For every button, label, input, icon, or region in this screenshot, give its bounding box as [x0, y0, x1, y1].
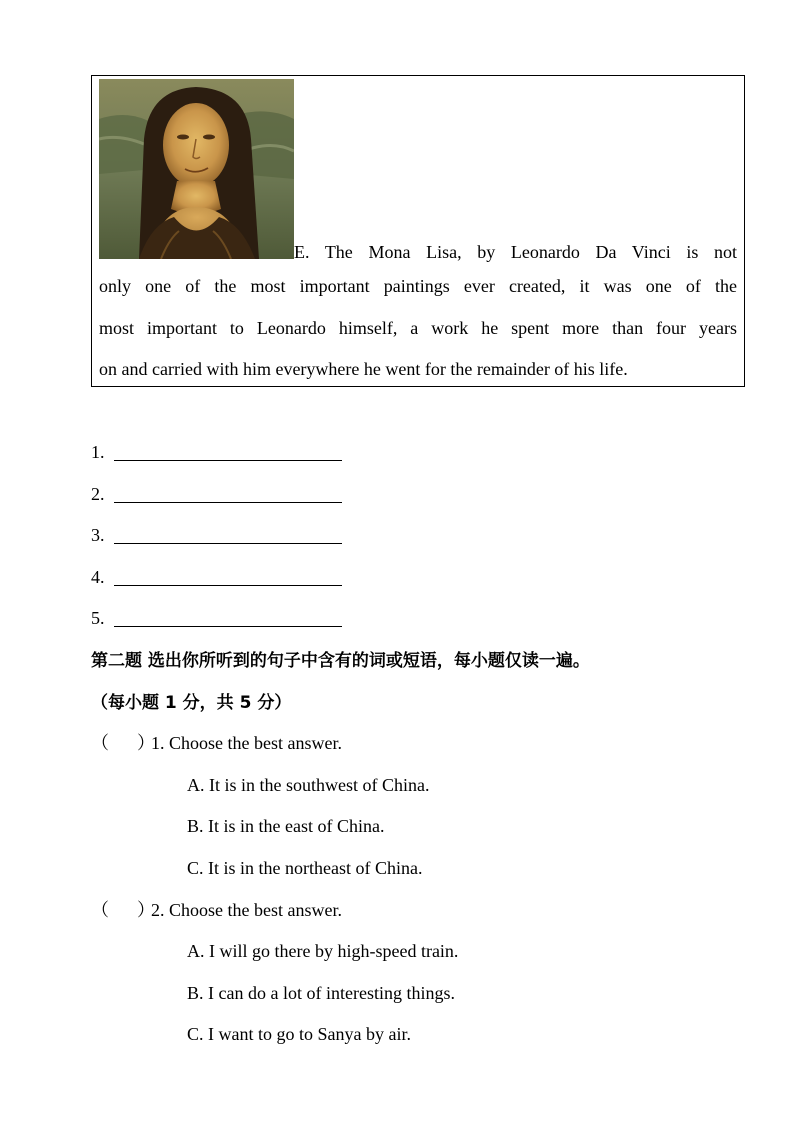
answer-bracket-close: ）: [137, 900, 155, 920]
answer-bracket-open[interactable]: （: [91, 900, 109, 920]
question-1-option-b: B. It is in the east of China.: [187, 816, 385, 836]
answer-blank-2[interactable]: [91, 482, 113, 506]
question-2: [91, 898, 342, 922]
blank-number: 5.: [91, 608, 105, 628]
question-2-option-c: C. I want to go to Sanya by air.: [187, 1024, 411, 1044]
answer-blank-3[interactable]: [91, 523, 113, 547]
answer-blank-4[interactable]: [91, 565, 113, 589]
question-prompt: 2. Choose the best answer.: [151, 900, 342, 920]
blank-underline[interactable]: [114, 460, 342, 461]
passage-line-4: on and carried with him everywhere he went for the remainder of his life.: [99, 359, 628, 379]
mona-lisa-portrait: [99, 79, 294, 259]
question-1-option-a: A. It is in the southwest of China.: [187, 775, 430, 795]
section-score-note: （每小题 1 分，共 5 分）: [91, 693, 292, 713]
passage-line-3: most important to Leonardo himself, a work he spent more than four years: [99, 318, 737, 338]
answer-bracket-close: ）: [137, 733, 155, 753]
blank-number: 1.: [91, 442, 105, 462]
passage-line-1: E. The Mona Lisa, by Leonardo Da Vinci is not: [294, 242, 737, 262]
question-1-option-c: C. It is in the northeast of China.: [187, 858, 423, 878]
answer-bracket-open[interactable]: （: [91, 733, 109, 753]
answer-blank-5[interactable]: [91, 606, 113, 630]
blank-underline[interactable]: [114, 502, 342, 503]
section-title: 第二题 选出你所听到的句子中含有的词或短语，每小题仅读一遍。: [91, 651, 590, 671]
answer-blank-1[interactable]: [91, 440, 113, 464]
question-2-option-a: A. I will go there by high-speed train.: [187, 941, 459, 961]
blank-number: 3.: [91, 525, 105, 545]
question-1: [91, 731, 342, 755]
blank-underline[interactable]: [114, 543, 342, 544]
passage-box: [91, 75, 745, 387]
question-prompt: 1. Choose the best answer.: [151, 733, 342, 753]
blank-number: 4.: [91, 567, 105, 587]
question-2-option-b: B. I can do a lot of interesting things.: [187, 983, 455, 1003]
passage-line-2: only one of the most important paintings ever created, it was one of the: [99, 276, 737, 296]
blank-underline[interactable]: [114, 585, 342, 586]
blank-underline[interactable]: [114, 626, 342, 627]
blank-number: 2.: [91, 484, 105, 504]
